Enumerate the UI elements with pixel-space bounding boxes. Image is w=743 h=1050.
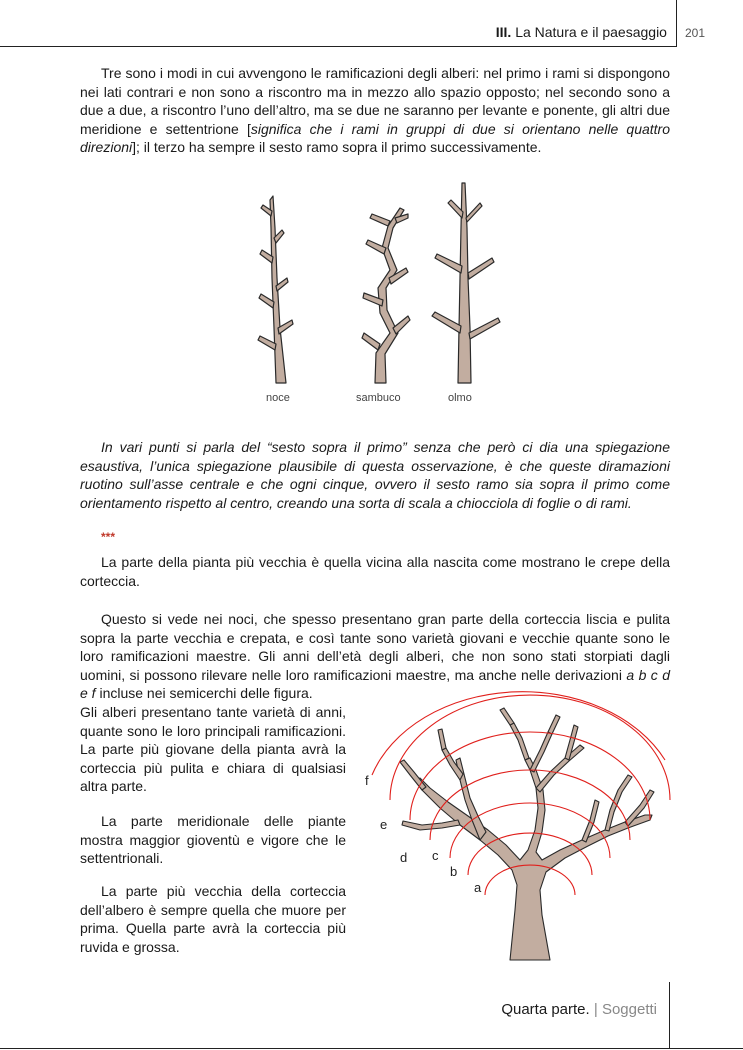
column-paragraph-2: La parte meridionale delle piante mostra maggior gioventù e vigore che le settentrionali. bbox=[80, 813, 346, 867]
section-separator: *** bbox=[101, 530, 116, 544]
header-rule bbox=[0, 46, 676, 47]
footer-vertical-rule bbox=[669, 982, 670, 1048]
footer-separator: | bbox=[593, 1001, 598, 1018]
caption-olmo: olmo bbox=[448, 392, 472, 404]
paragraph-3: La parte della pianta più vecchia è quella vicina alla nascita come mostrano le crepe della corteccia. bbox=[80, 554, 670, 589]
chapter-number: III. bbox=[495, 24, 512, 40]
chapter-title: La Natura e il paesaggio bbox=[515, 24, 667, 40]
italic-note: significa che i rami in gruppi di due si orientano nelle quattro direzioni bbox=[80, 120, 670, 156]
label-b: b bbox=[450, 864, 458, 879]
caption-sambuco: sambuco bbox=[356, 392, 401, 404]
footer-rule bbox=[0, 1048, 743, 1049]
sambuco-branch bbox=[362, 208, 410, 383]
paragraph-1: Tre sono i modi in cui avvengono le ramificazioni degli alberi: nel primo i rami si dispongono nei lati contrari e non sono a riscontro ma in mezzo allo spazio opposto; nel secondo sono a due a due, a riscontro l’uno dell’altro, ma se due ne saranno per levante e ponente, gli altri due meridione e settentrione [significa che i rami in gruppi di due si orientano nelle quattro direzioni]; il terzo ha sempre il sesto ramo sopra il primo successivamente. bbox=[80, 65, 670, 156]
chapter-heading bbox=[496, 24, 667, 40]
paragraph-2: In vari punti si parla del “sesto sopra il primo” senza che però ci dia una spiegazione esaustiva, l’unica spiegazione plausibile di questa osservazione, è che queste diramazioni ruotino sull’asse centrale e che ogni cinque, ovvero il sesto ramo sia sopra il primo come orientamento rispetto al centro, creando una sorta di scala a chiocciola di foglie o di rami. bbox=[80, 439, 670, 511]
label-e: e bbox=[380, 817, 388, 832]
footer-part: Quarta parte. bbox=[501, 1001, 590, 1018]
column-paragraph-3: La parte più vecchia della corteccia dell’albero è sempre quella che muore per prima. Quella parte avrà la corteccia più ruvida e grossa. bbox=[80, 883, 346, 955]
noce-branch bbox=[258, 196, 293, 383]
running-footer bbox=[501, 1001, 657, 1018]
column-paragraph-1: Gli alberi presentano tante varietà di anni, quante sono le loro principali ramificazioni. La parte più giovane della pianta avrà la corteccia più pulita e chiara di qualsiasi altra parte. bbox=[80, 704, 346, 795]
paragraph-4: Questo si vede nei noci, che spesso presentano gran parte della corteccia liscia e pulita sopra la parte vecchia e crepata, e così tante sono varietà giovani e vecchie quante sono le loro ramificazioni maestre. Gli anni dell’età degli alberi, che non sono stati storpiati dagli uomini, si possono rilevare nelle loro ramificazioni maestre, ma anche nelle derivazioni a b c d e f incluse nei semicerchi delle figura. bbox=[80, 611, 670, 702]
olmo-branch bbox=[432, 183, 500, 383]
branching-figure bbox=[230, 178, 520, 418]
footer-section: Soggetti bbox=[601, 1001, 657, 1018]
running-header bbox=[496, 24, 705, 40]
figure-letters: a b c d e f bbox=[80, 666, 670, 702]
tree-illustration bbox=[400, 708, 654, 960]
label-d: d bbox=[400, 850, 408, 865]
label-a: a bbox=[474, 880, 482, 895]
tree-age-figure bbox=[360, 690, 680, 965]
label-f: f bbox=[365, 773, 369, 788]
label-c: c bbox=[432, 848, 439, 863]
caption-noce: noce bbox=[266, 392, 290, 404]
page-number: 201 bbox=[684, 26, 705, 40]
header-vertical-rule bbox=[676, 0, 677, 47]
